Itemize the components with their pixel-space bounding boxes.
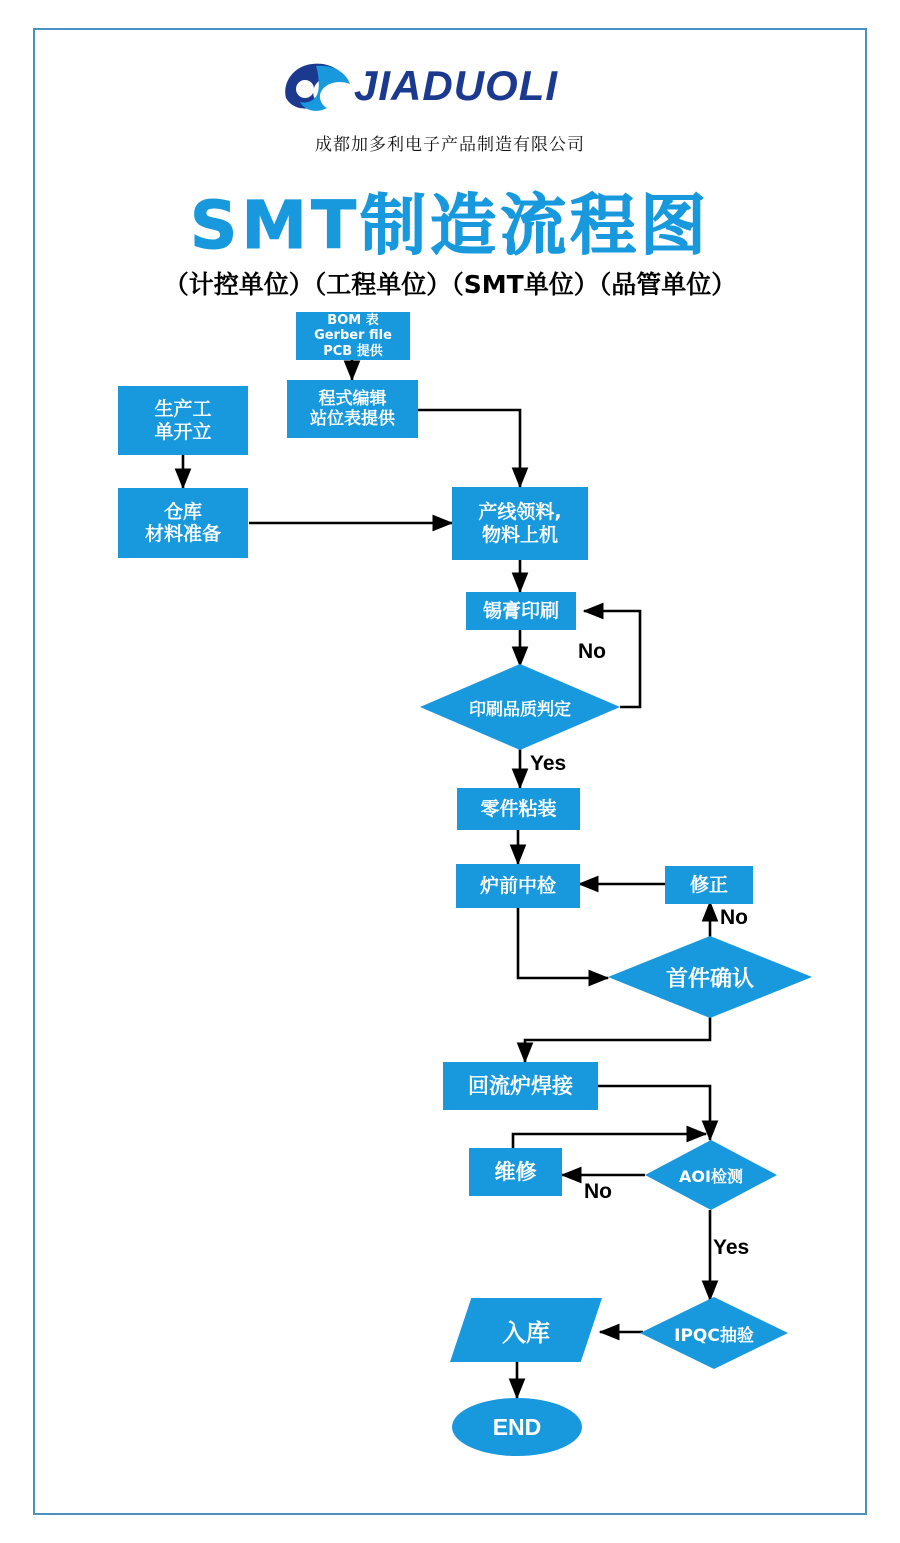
- node-pre-reflow-check: [456, 864, 580, 908]
- node-placement-label: 零件粘装: [480, 797, 557, 820]
- edge-label-aoi-no: No: [584, 1180, 612, 1203]
- node-workorder-label: 生产工 单开立: [154, 398, 212, 443]
- node-first-article: [608, 936, 812, 1018]
- node-aoi-label: AOI检测: [679, 1166, 743, 1186]
- edge-label-print-yes: Yes: [530, 752, 567, 775]
- node-ipqc-label: IPQC抽验: [674, 1325, 754, 1346]
- node-print-quality-check-label: 印刷品质判定: [469, 699, 571, 720]
- node-feeding: [452, 487, 588, 560]
- node-workorder: [118, 386, 248, 455]
- node-end-label: END: [492, 1413, 542, 1440]
- node-end: [452, 1398, 582, 1456]
- node-program: [287, 380, 418, 438]
- node-fix-label: 修正: [689, 873, 728, 896]
- node-bom: [296, 312, 410, 360]
- node-placement: [457, 788, 580, 830]
- node-aoi: [645, 1140, 777, 1210]
- node-reflow-label: 回流炉焊接: [468, 1073, 573, 1098]
- edge-label-firstart-no: No: [720, 906, 748, 929]
- logo-wordmark: JIADUOLI: [354, 62, 559, 109]
- node-storage-label: 入库: [502, 1318, 550, 1347]
- node-print-quality-check: [420, 664, 620, 750]
- page-subtitle: （计控单位）（工程单位）（SMT单位）（品管单位）: [163, 270, 737, 299]
- node-pre-reflow-check-label: 炉前中检: [479, 874, 556, 897]
- node-solder-print-label: 锡膏印刷: [482, 599, 559, 622]
- edge-label-aoi-yes: Yes: [713, 1236, 750, 1259]
- company-name: 成都加多利电子产品制造有限公司: [315, 135, 585, 155]
- node-storage: [450, 1298, 602, 1362]
- edge-label-print-no: No: [578, 640, 606, 663]
- node-warehouse: [118, 488, 248, 558]
- node-warehouse-label: 仓库 材料准备: [144, 500, 221, 545]
- node-feeding-label: 产线领料, 物料上机: [478, 501, 562, 546]
- node-solder-print: [466, 592, 576, 630]
- node-reflow: [443, 1062, 598, 1110]
- page-title: SMT制造流程图: [189, 187, 711, 264]
- node-ipqc: [640, 1297, 788, 1369]
- node-first-article-label: 首件确认: [665, 966, 754, 992]
- node-repair-label: 维修: [494, 1159, 537, 1184]
- node-repair: [469, 1148, 562, 1196]
- node-bom-label: BOM 表 Gerber file PCB 提供: [314, 313, 392, 359]
- node-fix: [665, 866, 753, 904]
- node-program-label: 程式编辑 站位表提供: [310, 388, 395, 429]
